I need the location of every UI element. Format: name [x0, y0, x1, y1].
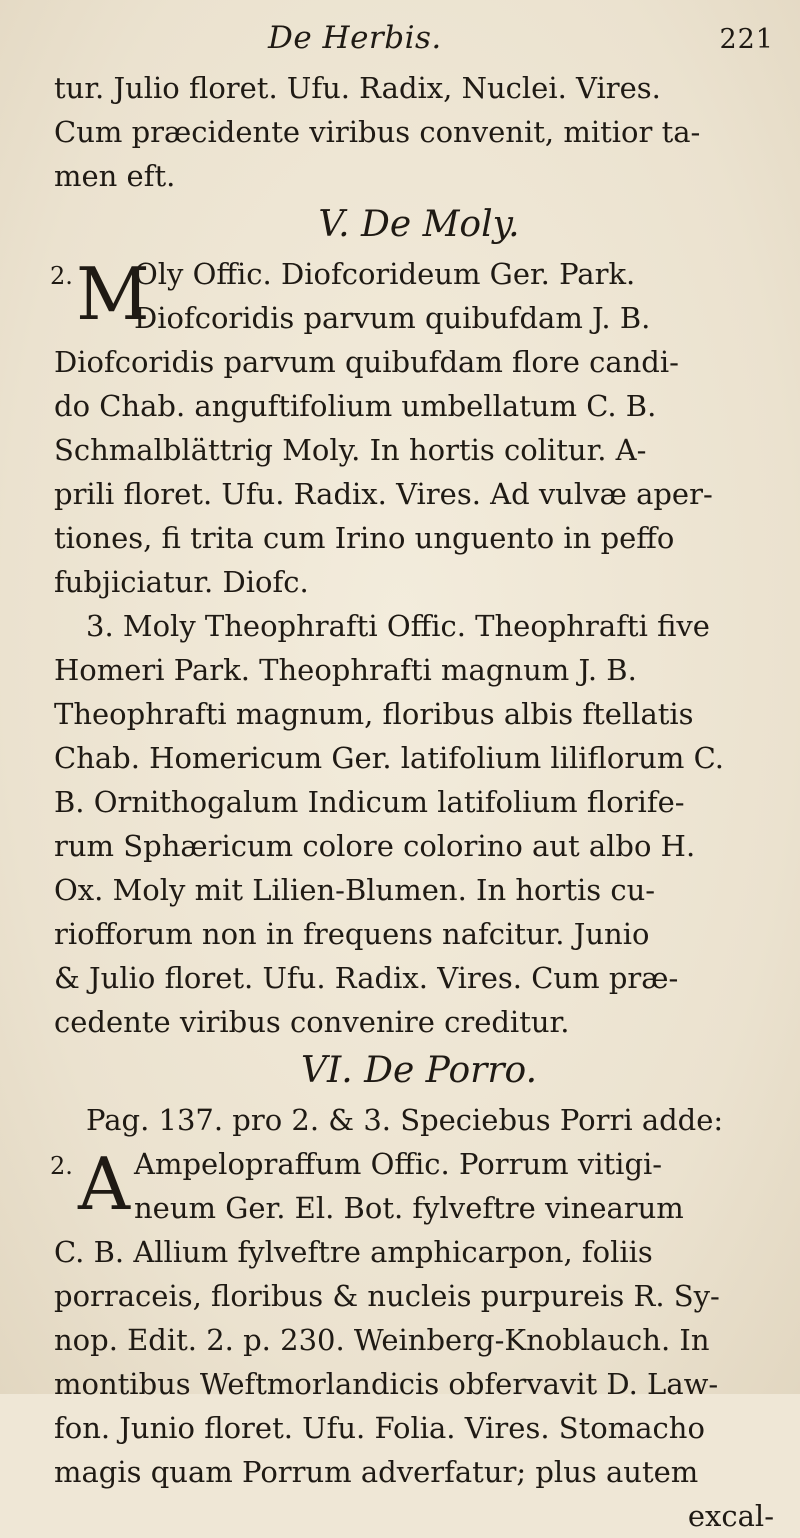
- running-head-title: De Herbis.: [268, 20, 442, 56]
- text-line: montibus Weftmorlandicis obfervavit D. Law-: [54, 1367, 719, 1401]
- section-heading-moly: V. De Moly.: [318, 204, 520, 245]
- entry-moly-2: [50, 252, 784, 340]
- drop-initial: M: [76, 252, 150, 336]
- text-line: nop. Edit. 2. p. 230. Weinberg-Knoblauch. In: [54, 1323, 710, 1357]
- text-line: Theophrafti magnum, floribus albis ftellatis: [54, 697, 694, 731]
- text-line: Diofcoridis parvum quibufdam flore candi-: [54, 345, 679, 379]
- text-line: tur. Julio floret. Ufu. Radix, Nuclei. Vires.: [54, 71, 661, 105]
- text-line: B. Ornithogalum Indicum latifolium florife-: [54, 785, 685, 819]
- text-line: fubjiciatur. Diofc.: [54, 565, 309, 599]
- text-line: do Chab. anguftifolium umbellatum C. B.: [54, 389, 657, 423]
- text-line: neum Ger. El. Bot. fylveftre vinearum: [134, 1191, 684, 1225]
- text-line: C. B. Allium fylveftre amphicarpon, foliis: [54, 1235, 653, 1269]
- text-line: men eft.: [54, 159, 176, 193]
- text-line: Chab. Homericum Ger. latifolium liliflorum C.: [54, 741, 724, 775]
- entry-number: 2.: [50, 262, 73, 290]
- catchword: excal-: [687, 1499, 774, 1533]
- entry-porro-2: [50, 1142, 784, 1230]
- text-line: Ampelopraffum Offic. Porrum vitigi-: [134, 1147, 663, 1181]
- text-line: Cum præcidente viribus convenit, mitior ta-: [54, 115, 701, 149]
- text-line: Pag. 137. pro 2. & 3. Speciebus Porri adde:: [86, 1103, 724, 1137]
- body-text: [50, 66, 784, 1538]
- text-line: Ox. Moly mit Lilien-Blumen. In hortis cu-: [54, 873, 656, 907]
- entry-number: 2.: [50, 1152, 73, 1180]
- text-line: Schmalblättrig Moly. In hortis colitur. A-: [54, 433, 647, 467]
- text-line: Diofcoridis parvum quibufdam J. B.: [134, 301, 651, 335]
- section-heading-porro: VI. De Porro.: [300, 1050, 538, 1091]
- text-line: Oly Offic. Diofcorideum Ger. Park.: [134, 257, 636, 291]
- text-line: riofforum non in frequens nafcitur. Junio: [54, 917, 650, 951]
- text-line: magis quam Porrum adverfatur; plus autem: [54, 1455, 699, 1489]
- text-line: fon. Junio floret. Ufu. Folia. Vires. Stomacho: [54, 1411, 705, 1445]
- drop-initial: A: [78, 1142, 130, 1226]
- text-line: porraceis, floribus & nucleis purpureis R. Sy-: [54, 1279, 720, 1313]
- page-number: 221: [719, 24, 774, 55]
- text-line: Homeri Park. Theophrafti magnum J. B.: [54, 653, 637, 687]
- text-line: tiones, fi trita cum Irino unguento in peffo: [54, 521, 675, 555]
- text-line: prili floret. Ufu. Radix. Vires. Ad vulvæ aper-: [54, 477, 713, 511]
- text-line: cedente viribus convenire creditur.: [54, 1005, 570, 1039]
- text-line: & Julio floret. Ufu. Radix. Vires. Cum præ-: [54, 961, 679, 995]
- text-line: 3. Moly Theophrafti Offic. Theophrafti five: [86, 609, 710, 643]
- running-head: [0, 14, 800, 58]
- text-line: rum Sphæricum colore colorino aut albo H.: [54, 829, 696, 863]
